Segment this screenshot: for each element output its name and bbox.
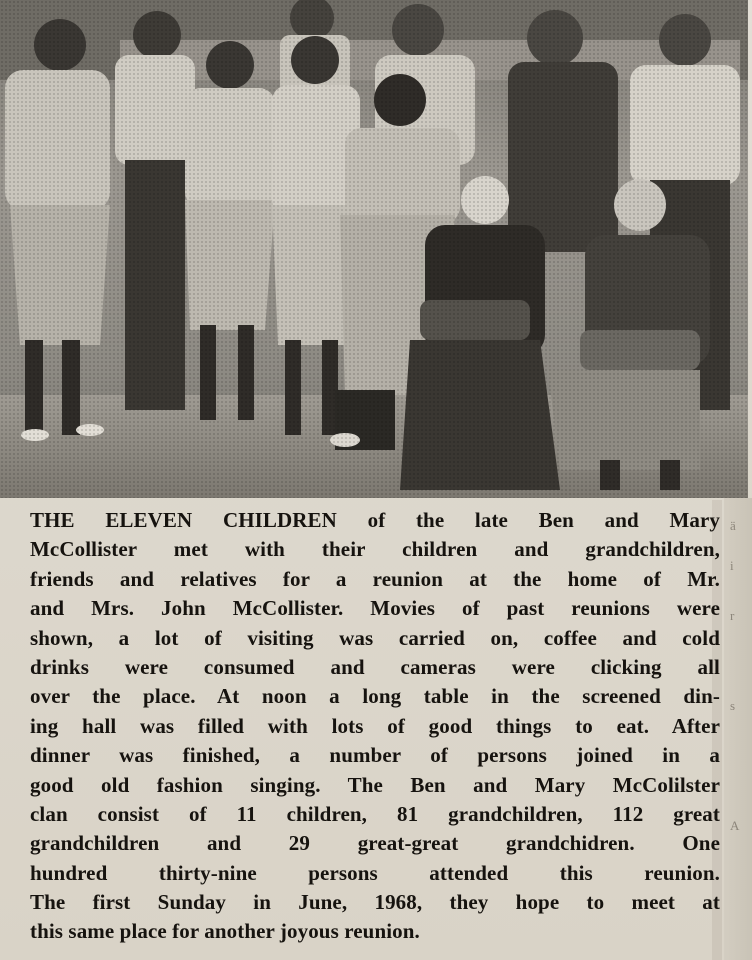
bleed-through-text: i — [730, 558, 734, 573]
caption-line: The first Sunday in June, 1968, they hope to meet at — [30, 890, 720, 915]
bleed-through-text: ä — [730, 518, 736, 533]
caption-line: THE ELEVEN CHILDREN of the late Ben and Mary — [30, 508, 720, 532]
bleed-through-text: r — [730, 608, 735, 623]
caption-line: ing hall was filled with lots of good things to eat. After — [30, 713, 720, 738]
caption-line: drinks were consumed and cameras were clicking all — [30, 654, 720, 679]
caption-line: clan consist of 11 children, 81 grandchildren, 112 great — [30, 801, 720, 826]
caption-line: shown, a lot of visiting was carried on, coffee and cold — [30, 625, 720, 650]
caption-line: McCollister met with their children and grandchildren, — [30, 537, 720, 562]
caption-line: hundred thirty-nine persons attended this reunion. — [30, 860, 720, 885]
caption-line: dinner was finished, a number of persons joined in a — [30, 743, 720, 768]
bleed-through-text: s — [730, 698, 736, 713]
caption-line: friends and relatives for a reunion at the home of Mr. — [30, 566, 720, 591]
caption-line: and Mrs. John McCollister. Movies of past reunions were — [30, 596, 720, 621]
caption-line: this same place for another joyous reunion. — [30, 919, 420, 944]
caption-line: grandchildren and 29 great-great grandchidren. One — [30, 831, 720, 856]
adjacent-column-edge — [724, 498, 752, 960]
caption-line: over the place. At noon a long table in the screened din- — [30, 684, 720, 709]
photo-caption — [30, 506, 720, 946]
caption-line: good old fashion singing. The Ben and Mary McColilster — [30, 772, 720, 797]
bleed-through-text: A — [730, 818, 740, 833]
